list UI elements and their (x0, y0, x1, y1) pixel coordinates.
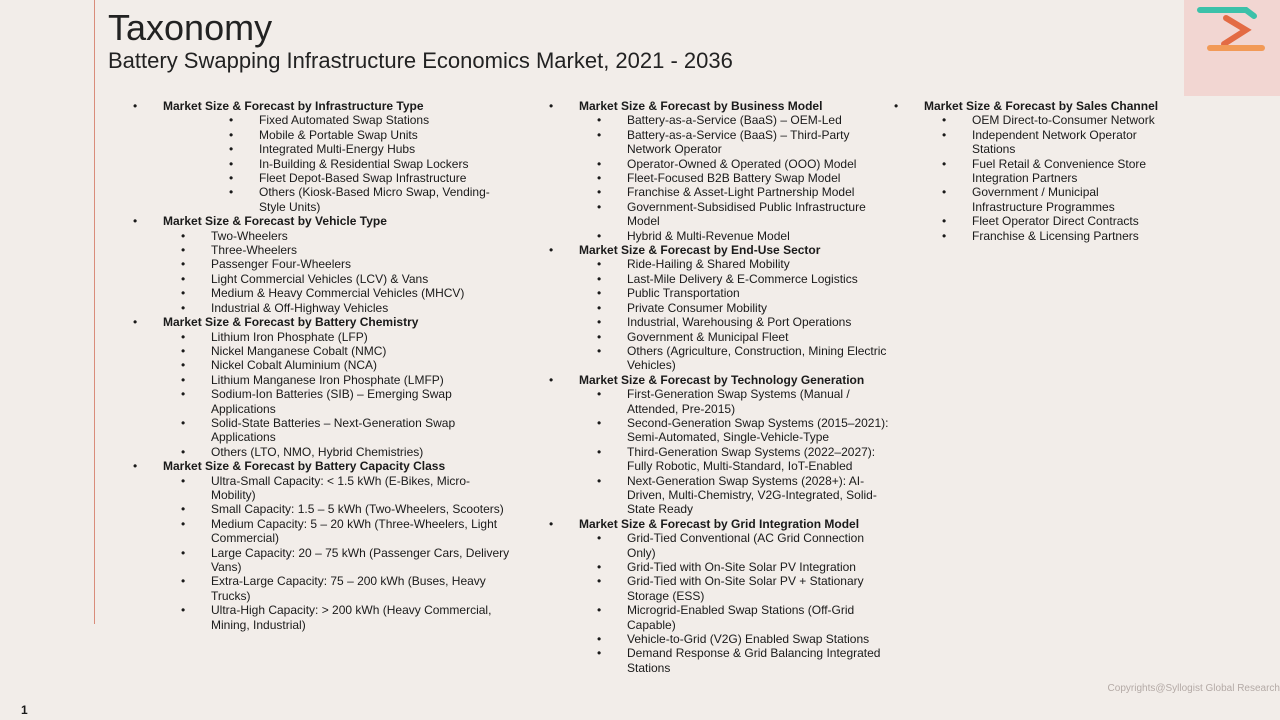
page-number: 1 (21, 703, 28, 717)
list-item (549, 301, 889, 315)
section-items (133, 229, 523, 315)
section-heading-text: Market Size & Forecast by Technology Generation (579, 372, 865, 387)
list-item (549, 632, 889, 646)
list-item (549, 257, 889, 271)
bullet-icon: • (894, 99, 899, 113)
list-item-text: Government & Municipal Fleet (627, 329, 789, 344)
list-item (894, 128, 1157, 157)
list-item-text: Lithium Iron Phosphate (LFP) (211, 329, 368, 344)
list-item (133, 185, 499, 214)
list-item-text: Mobile & Portable Swap Units (259, 127, 418, 142)
bullet-icon: • (181, 271, 186, 286)
list-item (133, 301, 511, 315)
list-item (133, 387, 511, 416)
list-item-text: OEM Direct-to-Consumer Network (972, 113, 1155, 128)
list-item (549, 646, 889, 675)
bullet-icon: • (133, 99, 138, 113)
list-item (133, 502, 511, 516)
bullet-icon: • (181, 300, 186, 315)
syllogist-logo-icon (1196, 4, 1268, 54)
bullet-icon: • (181, 372, 186, 387)
list-item-text: Government-Subsidised Public Infrastructure Model (627, 199, 866, 229)
bullet-icon: • (181, 257, 186, 272)
bullet-icon: • (133, 459, 138, 474)
bullet-icon: • (597, 171, 602, 186)
list-item-text: Ultra-High Capacity: > 200 kWh (Heavy Commercial, Mining, Industrial) (211, 603, 492, 632)
list-item (549, 603, 889, 632)
bullet-icon: • (133, 315, 138, 330)
list-item-text: Last-Mile Delivery & E-Commerce Logistics (627, 271, 858, 286)
list-item-text: Hybrid & Multi-Revenue Model (627, 228, 790, 243)
section-items (549, 257, 894, 372)
list-item-text: Light Commercial Vehicles (LCV) & Vans (211, 271, 429, 286)
section-heading-text: Market Size & Forecast by End-Use Sector (579, 243, 821, 258)
list-item-text: Franchise & Asset-Light Partnership Model (627, 185, 855, 200)
bullet-icon: • (229, 142, 234, 157)
list-item-text: Third-Generation Swap Systems (2022–2027): Fully Robotic, Multi-Standard, IoT-Enabled (627, 444, 876, 474)
list-item-text: Industrial, Warehousing & Port Operations (627, 315, 852, 330)
list-item (894, 214, 1157, 228)
bullet-icon: • (549, 372, 554, 387)
list-item-text: Fleet-Focused B2B Battery Swap Model (627, 171, 841, 186)
list-item (549, 344, 889, 373)
list-item-text: Two-Wheelers (211, 228, 288, 243)
list-item-text: First-Generation Swap Systems (Manual / Attended, Pre-2015) (627, 387, 850, 416)
taxonomy-column-1 (133, 99, 523, 632)
bullet-icon: • (597, 329, 602, 344)
list-item (133, 416, 511, 445)
list-item-text: Battery-as-a-Service (BaaS) – Third-Party Network Operator (627, 127, 850, 157)
list-item (133, 358, 511, 372)
list-item-text: Small Capacity: 1.5 – 5 kWh (Two-Wheelers, Scooters) (211, 502, 504, 517)
list-item (549, 157, 889, 171)
list-item (133, 286, 511, 300)
list-item (549, 560, 889, 574)
bullet-icon: • (181, 502, 186, 517)
bullet-icon: • (181, 545, 186, 560)
list-item (894, 157, 1157, 186)
bullet-icon: • (597, 387, 602, 402)
section-heading-text: Market Size & Forecast by Battery Chemistry (163, 315, 419, 330)
list-item (133, 113, 499, 127)
bullet-icon: • (597, 574, 602, 589)
bullet-icon: • (597, 300, 602, 315)
bullet-icon: • (942, 113, 947, 128)
bullet-icon: • (597, 531, 602, 546)
list-item (549, 574, 889, 603)
list-item-text: Fleet Depot-Based Swap Infrastructure (259, 171, 467, 186)
bullet-icon: • (597, 473, 602, 488)
section-heading-text: Market Size & Forecast by Grid Integration Model (579, 516, 860, 531)
bullet-icon: • (597, 603, 602, 618)
list-item (549, 531, 889, 560)
section-items (133, 474, 523, 632)
bullet-icon: • (597, 113, 602, 128)
list-item-text: Sodium-Ion Batteries (SIB) – Emerging Swap Applications (211, 387, 452, 416)
list-item-text: Grid-Tied Conventional (AC Grid Connection Only) (627, 531, 864, 560)
list-item-text: Fuel Retail & Convenience Store Integration Partners (972, 156, 1147, 186)
list-item-text: Vehicle-to-Grid (V2G) Enabled Swap Stations (627, 632, 870, 647)
list-item-text: In-Building & Residential Swap Lockers (259, 156, 469, 171)
section-heading (549, 243, 894, 257)
section-heading (549, 99, 894, 113)
bullet-icon: • (549, 243, 554, 258)
section-heading (894, 99, 1169, 113)
list-item (133, 445, 511, 459)
list-item-text: Nickel Cobalt Aluminium (NCA) (211, 358, 378, 373)
list-item-text: Public Transportation (627, 286, 740, 301)
bullet-icon: • (597, 444, 602, 459)
list-item (549, 185, 889, 199)
list-item (549, 272, 889, 286)
section-heading-text: Market Size & Forecast by Infrastructure Type (163, 99, 424, 113)
bullet-icon: • (597, 560, 602, 574)
bullet-icon: • (597, 315, 602, 330)
section-heading (549, 373, 894, 387)
logo (1184, 0, 1280, 96)
list-item (894, 229, 1157, 243)
list-item-text: Operator-Owned & Operated (OOO) Model (627, 156, 857, 171)
list-item-text: Lithium Manganese Iron Phosphate (LMFP) (211, 372, 444, 387)
list-item (549, 286, 889, 300)
bullet-icon: • (597, 185, 602, 200)
bullet-icon: • (597, 257, 602, 272)
list-item (133, 157, 499, 171)
list-item-text: Others (Kiosk-Based Micro Swap, Vending-Style Units) (259, 185, 490, 214)
list-item-text: Large Capacity: 20 – 75 kWh (Passenger Cars, Delivery Vans) (211, 545, 510, 574)
bullet-icon: • (942, 156, 947, 171)
list-item (549, 330, 889, 344)
bullet-icon: • (181, 243, 186, 258)
bullet-icon: • (549, 516, 554, 531)
list-item-text: Microgrid-Enabled Swap Stations (Off-Grid Capable) (627, 603, 855, 632)
bullet-icon: • (597, 646, 602, 661)
list-item (549, 387, 889, 416)
list-item (133, 344, 511, 358)
bullet-icon: • (181, 574, 186, 589)
list-item (549, 128, 889, 157)
page-subtitle: Battery Swapping Infrastructure Economics Market, 2021 - 2036 (108, 48, 733, 73)
bullet-icon: • (181, 415, 186, 430)
bullet-icon: • (181, 228, 186, 243)
list-item (549, 229, 889, 243)
bullet-icon: • (229, 127, 234, 142)
bullet-icon: • (181, 473, 186, 488)
section-items (549, 113, 894, 243)
bullet-icon: • (229, 171, 234, 186)
bullet-icon: • (181, 343, 186, 358)
list-item-text: Ride-Hailing & Shared Mobility (627, 257, 790, 272)
list-item (133, 373, 511, 387)
list-item (549, 200, 889, 229)
taxonomy-column-3 (894, 99, 1169, 243)
copyright-notice: Copyrights@Syllogist Global Research (1107, 683, 1280, 694)
section-items (133, 113, 523, 214)
list-item-text: Fleet Operator Direct Contracts (972, 214, 1139, 229)
list-item-text: Passenger Four-Wheelers (211, 257, 352, 272)
bullet-icon: • (181, 387, 186, 402)
bullet-icon: • (181, 516, 186, 531)
list-item-text: Nickel Manganese Cobalt (NMC) (211, 343, 387, 358)
bullet-icon: • (597, 127, 602, 142)
list-item-text: Fixed Automated Swap Stations (259, 113, 430, 128)
bullet-icon: • (597, 632, 602, 647)
section-heading (133, 315, 523, 329)
section-heading-text: Market Size & Forecast by Sales Channel (924, 99, 1159, 113)
list-item (549, 474, 889, 517)
list-item-text: Medium Capacity: 5 – 20 kWh (Three-Wheelers, Light Commercial) (211, 516, 498, 546)
list-item-text: Second-Generation Swap Systems (2015–2021): Semi-Automated, Single-Vehicle-Type (627, 415, 889, 445)
list-item-text: Grid-Tied with On-Site Solar PV Integration (627, 560, 856, 574)
list-item-text: Three-Wheelers (211, 243, 298, 258)
bullet-icon: • (597, 415, 602, 430)
list-item-text: Others (LTO, NMO, Hybrid Chemistries) (211, 444, 424, 459)
bullet-icon: • (229, 156, 234, 171)
list-item (133, 142, 499, 156)
list-item (549, 315, 889, 329)
list-item (133, 330, 511, 344)
list-item (133, 272, 511, 286)
section-heading (133, 459, 523, 473)
list-item (133, 243, 511, 257)
list-item-text: Battery-as-a-Service (BaaS) – OEM-Led (627, 113, 842, 128)
list-item (549, 445, 889, 474)
bullet-icon: • (597, 199, 602, 214)
section-heading-text: Market Size & Forecast by Vehicle Type (163, 214, 387, 229)
bullet-icon: • (942, 127, 947, 142)
section-heading-text: Market Size & Forecast by Battery Capacity Class (163, 459, 446, 474)
list-item-text: Solid-State Batteries – Next-Generation Swap Applications (211, 415, 456, 445)
page-title: Taxonomy (108, 7, 273, 48)
bullet-icon: • (133, 214, 138, 229)
list-item (549, 171, 889, 185)
list-item-text: Next-Generation Swap Systems (2028+): AI-Driven, Multi-Chemistry, V2G-Integrated, Solid-State Ready (627, 473, 877, 517)
bullet-icon: • (597, 343, 602, 358)
section-items (549, 387, 894, 517)
list-item (549, 113, 889, 127)
list-item-text: Ultra-Small Capacity: < 1.5 kWh (E-Bikes, Micro-Mobility) (211, 473, 471, 502)
bullet-icon: • (181, 444, 186, 459)
list-item-text: Others (Agriculture, Construction, Mining Electric Vehicles) (627, 343, 887, 373)
section-heading (133, 214, 523, 228)
bullet-icon: • (597, 271, 602, 286)
list-item (133, 603, 511, 632)
bullet-icon: • (181, 329, 186, 344)
bullet-icon: • (181, 603, 186, 618)
bullet-icon: • (942, 185, 947, 200)
section-items (894, 113, 1169, 243)
list-item (549, 416, 889, 445)
bullet-icon: • (229, 185, 234, 200)
list-item (133, 474, 511, 503)
section-heading (549, 517, 894, 531)
section-items (549, 531, 894, 675)
list-item (133, 257, 511, 271)
list-item (894, 113, 1157, 127)
section-items (133, 330, 523, 460)
accent-divider-line (94, 0, 95, 624)
section-heading (133, 99, 523, 113)
bullet-icon: • (597, 286, 602, 301)
list-item-text: Extra-Large Capacity: 75 – 200 kWh (Buses, Heavy Trucks) (211, 574, 486, 603)
list-item (894, 185, 1157, 214)
list-item (133, 171, 499, 185)
bullet-icon: • (181, 358, 186, 373)
bullet-icon: • (597, 228, 602, 243)
list-item (133, 128, 499, 142)
list-item-text: Franchise & Licensing Partners (972, 228, 1139, 243)
list-item-text: Demand Response & Grid Balancing Integrated Stations (627, 646, 881, 675)
list-item-text: Integrated Multi-Energy Hubs (259, 142, 416, 157)
list-item-text: Medium & Heavy Commercial Vehicles (MHCV) (211, 286, 465, 301)
list-item (133, 517, 511, 546)
list-item-text: Private Consumer Mobility (627, 300, 768, 315)
list-item-text: Government / Municipal Infrastructure Programmes (972, 185, 1115, 214)
list-item (133, 229, 511, 243)
bullet-icon: • (597, 156, 602, 171)
list-item-text: Independent Network Operator Stations (972, 127, 1137, 157)
list-item-text: Grid-Tied with On-Site Solar PV + Stationary Storage (ESS) (627, 574, 864, 603)
bullet-icon: • (549, 99, 554, 113)
list-item (133, 546, 511, 575)
bullet-icon: • (942, 214, 947, 229)
taxonomy-column-2 (549, 99, 894, 675)
bullet-icon: • (942, 228, 947, 243)
bullet-icon: • (229, 113, 234, 128)
list-item (133, 574, 511, 603)
bullet-icon: • (181, 286, 186, 301)
section-heading-text: Market Size & Forecast by Business Model (579, 99, 823, 113)
list-item-text: Industrial & Off-Highway Vehicles (211, 300, 389, 315)
